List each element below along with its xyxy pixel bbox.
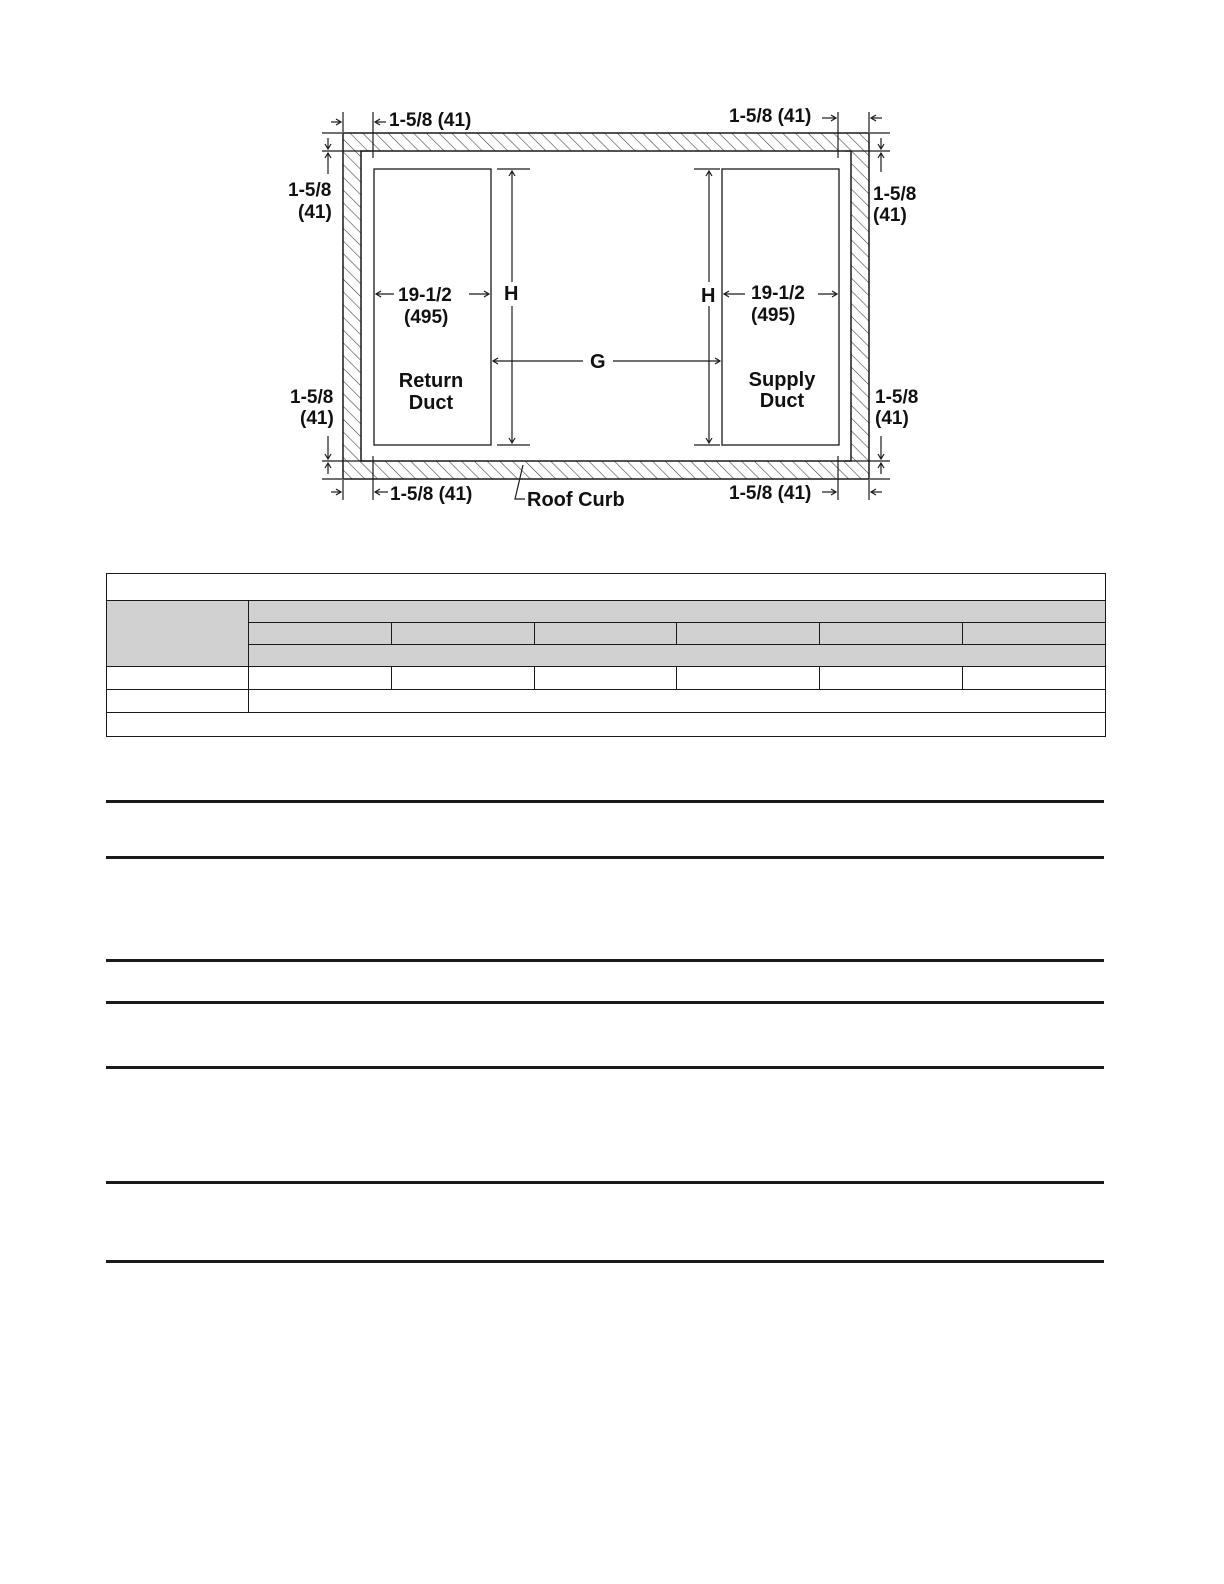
- dimensions-table: [106, 573, 1106, 737]
- dim-top-right: 1-5/8 (41): [729, 106, 812, 127]
- dim-right-lower-metric: (41): [875, 408, 909, 429]
- section-rule: [106, 1260, 1104, 1263]
- return-width-dim: 19-1/2: [398, 285, 452, 306]
- model-cell: [392, 623, 535, 645]
- table-cell: [107, 690, 249, 713]
- table-cell: [249, 690, 1106, 713]
- table-footnote-row: [107, 713, 1106, 737]
- supply-duct-label-2: Duct: [759, 390, 805, 412]
- dim-left-upper: 1-5/8: [288, 180, 332, 201]
- model-cell: [535, 623, 677, 645]
- section-rule: [106, 959, 1104, 962]
- dim-left-lower: 1-5/8: [290, 387, 334, 408]
- supply-width-dim: 19-1/2: [751, 283, 805, 304]
- table-cell: [249, 667, 392, 690]
- subheader-cell: [249, 645, 1106, 667]
- dim-right-upper: 1-5/8: [873, 184, 917, 205]
- table-cell: [677, 667, 820, 690]
- roof-curb-label: Roof Curb: [527, 489, 625, 511]
- height-label-return: H: [504, 283, 519, 305]
- dim-right-upper-metric: (41): [873, 205, 907, 226]
- roof-curb-duct-diagram: [0, 0, 1224, 560]
- table-title-row: [107, 574, 1106, 601]
- supply-width-dim-metric: (495): [751, 305, 796, 326]
- dim-bottom-right: 1-5/8 (41): [729, 483, 812, 504]
- model-cell: [249, 623, 392, 645]
- supply-duct-label: Supply: [748, 369, 816, 391]
- height-label-supply: H: [701, 285, 716, 307]
- table-cell: [963, 667, 1106, 690]
- gap-label: G: [590, 351, 606, 373]
- table-header-row: [107, 601, 1106, 623]
- section-rule: [106, 800, 1104, 803]
- dim-top-left: 1-5/8 (41): [389, 110, 472, 131]
- table-cell: [820, 667, 963, 690]
- table-row: [107, 690, 1106, 713]
- dim-left-lower-metric: (41): [300, 408, 334, 429]
- table-title-cell: [107, 574, 1106, 601]
- return-width-dim-metric: (495): [404, 307, 449, 328]
- dim-right-lower: 1-5/8: [875, 387, 919, 408]
- table-model-row: [107, 623, 1106, 645]
- dim-bottom-left: 1-5/8 (41): [390, 484, 473, 505]
- header-corner-cell: [107, 601, 249, 667]
- model-cell: [820, 623, 963, 645]
- table-subheader-row: [107, 645, 1106, 667]
- header-group-cell: [249, 601, 1106, 623]
- table-cell: [107, 667, 249, 690]
- table-cell: [535, 667, 677, 690]
- return-duct-label-2: Duct: [408, 392, 454, 414]
- section-rule: [106, 1181, 1104, 1184]
- dim-left-upper-metric: (41): [298, 202, 332, 223]
- table-cell: [392, 667, 535, 690]
- return-duct-label: Return: [398, 370, 464, 392]
- model-cell: [963, 623, 1106, 645]
- section-rule: [106, 1066, 1104, 1069]
- section-rule: [106, 1001, 1104, 1004]
- table-row: [107, 667, 1106, 690]
- section-rule: [106, 856, 1104, 859]
- model-cell: [677, 623, 820, 645]
- table-footnote-cell: [107, 713, 1106, 737]
